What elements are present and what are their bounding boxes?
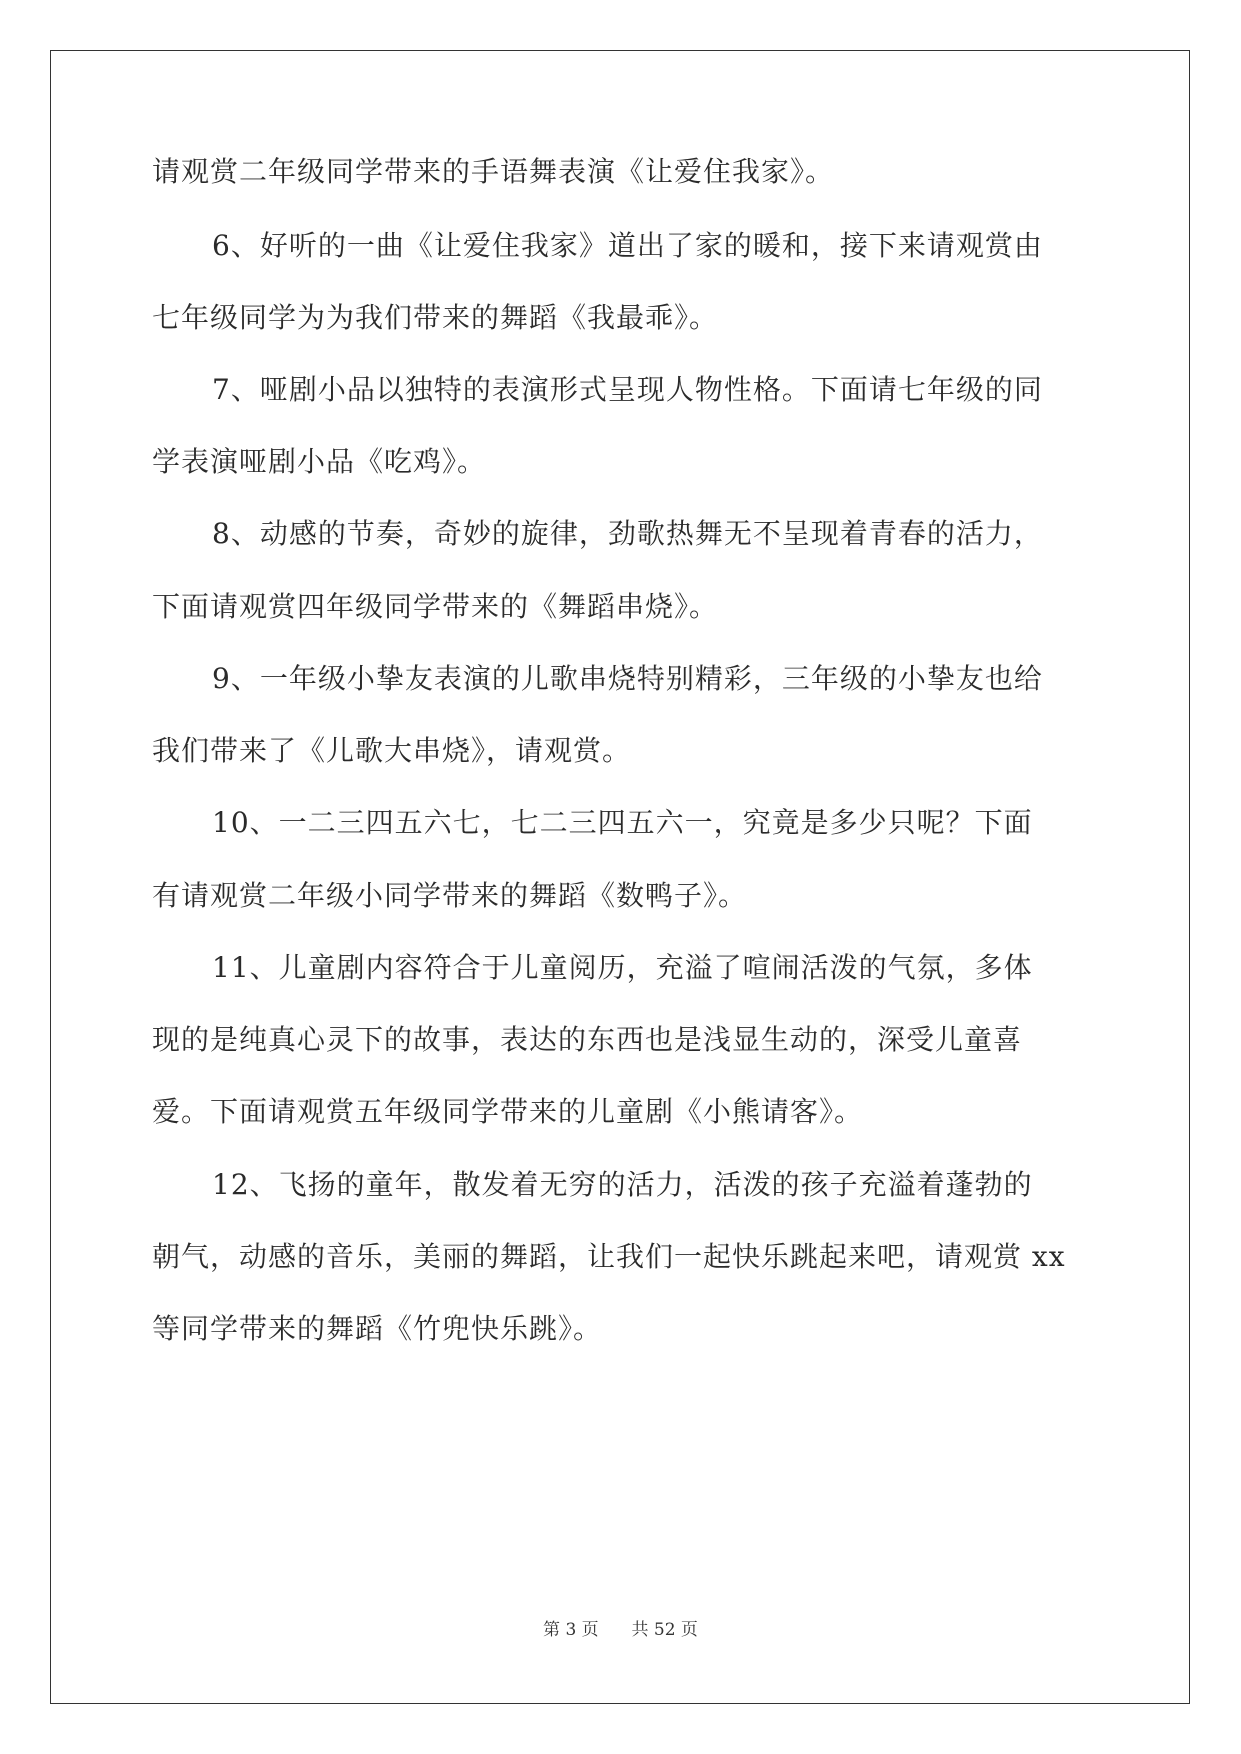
text-line: 6、好听的一曲《让爱住我家》道出了家的暖和，接下来请观赏由 [212, 229, 1043, 262]
page-total: 共 52 页 [631, 1620, 698, 1640]
text-line: 11、儿童剧内容符合于儿童阅历，充溢了喧闹活泼的气氛，多体 [212, 951, 1033, 984]
page-number: 第 3 页 [543, 1620, 599, 1640]
text-line: 朝气，动感的音乐，美丽的舞蹈，让我们一起快乐跳起来吧，请观赏 xx [152, 1240, 1066, 1273]
text-line: 9、一年级小挚友表演的儿歌串烧特别精彩，三年级的小挚友也给 [212, 662, 1043, 695]
text-line: 请观赏二年级同学带来的手语舞表演《让爱住我家》。 [152, 155, 835, 188]
text-line: 7、哑剧小品以独特的表演形式呈现人物性格。下面请七年级的同 [212, 373, 1043, 406]
text-line: 现的是纯真心灵下的故事，表达的东西也是浅显生动的，深受儿童喜 [152, 1023, 1023, 1056]
text-line: 七年级同学为为我们带来的舞蹈《我最乖》。 [152, 301, 719, 334]
page-footer [0, 1618, 1241, 1642]
text-line: 我们带来了《儿歌大串烧》，请观赏。 [152, 734, 632, 767]
text-line: 12、飞扬的童年，散发着无穷的活力，活泼的孩子充溢着蓬勃的 [212, 1168, 1033, 1201]
text-line: 学表演哑剧小品《吃鸡》。 [152, 445, 487, 478]
text-line: 10、一二三四五六七，七二三四五六一，究竟是多少只呢？下面 [212, 806, 1033, 839]
text-line: 爱。下面请观赏五年级同学带来的儿童剧《小熊请客》。 [152, 1095, 864, 1128]
text-line: 8、动感的节奏，奇妙的旋律，劲歌热舞无不呈现着青春的活力， [212, 517, 1043, 550]
text-line: 有请观赏二年级小同学带来的舞蹈《数鸭子》。 [152, 879, 748, 912]
text-line: 下面请观赏四年级同学带来的《舞蹈串烧》。 [152, 590, 719, 623]
text-line: 等同学带来的舞蹈《竹兜快乐跳》。 [152, 1312, 603, 1345]
